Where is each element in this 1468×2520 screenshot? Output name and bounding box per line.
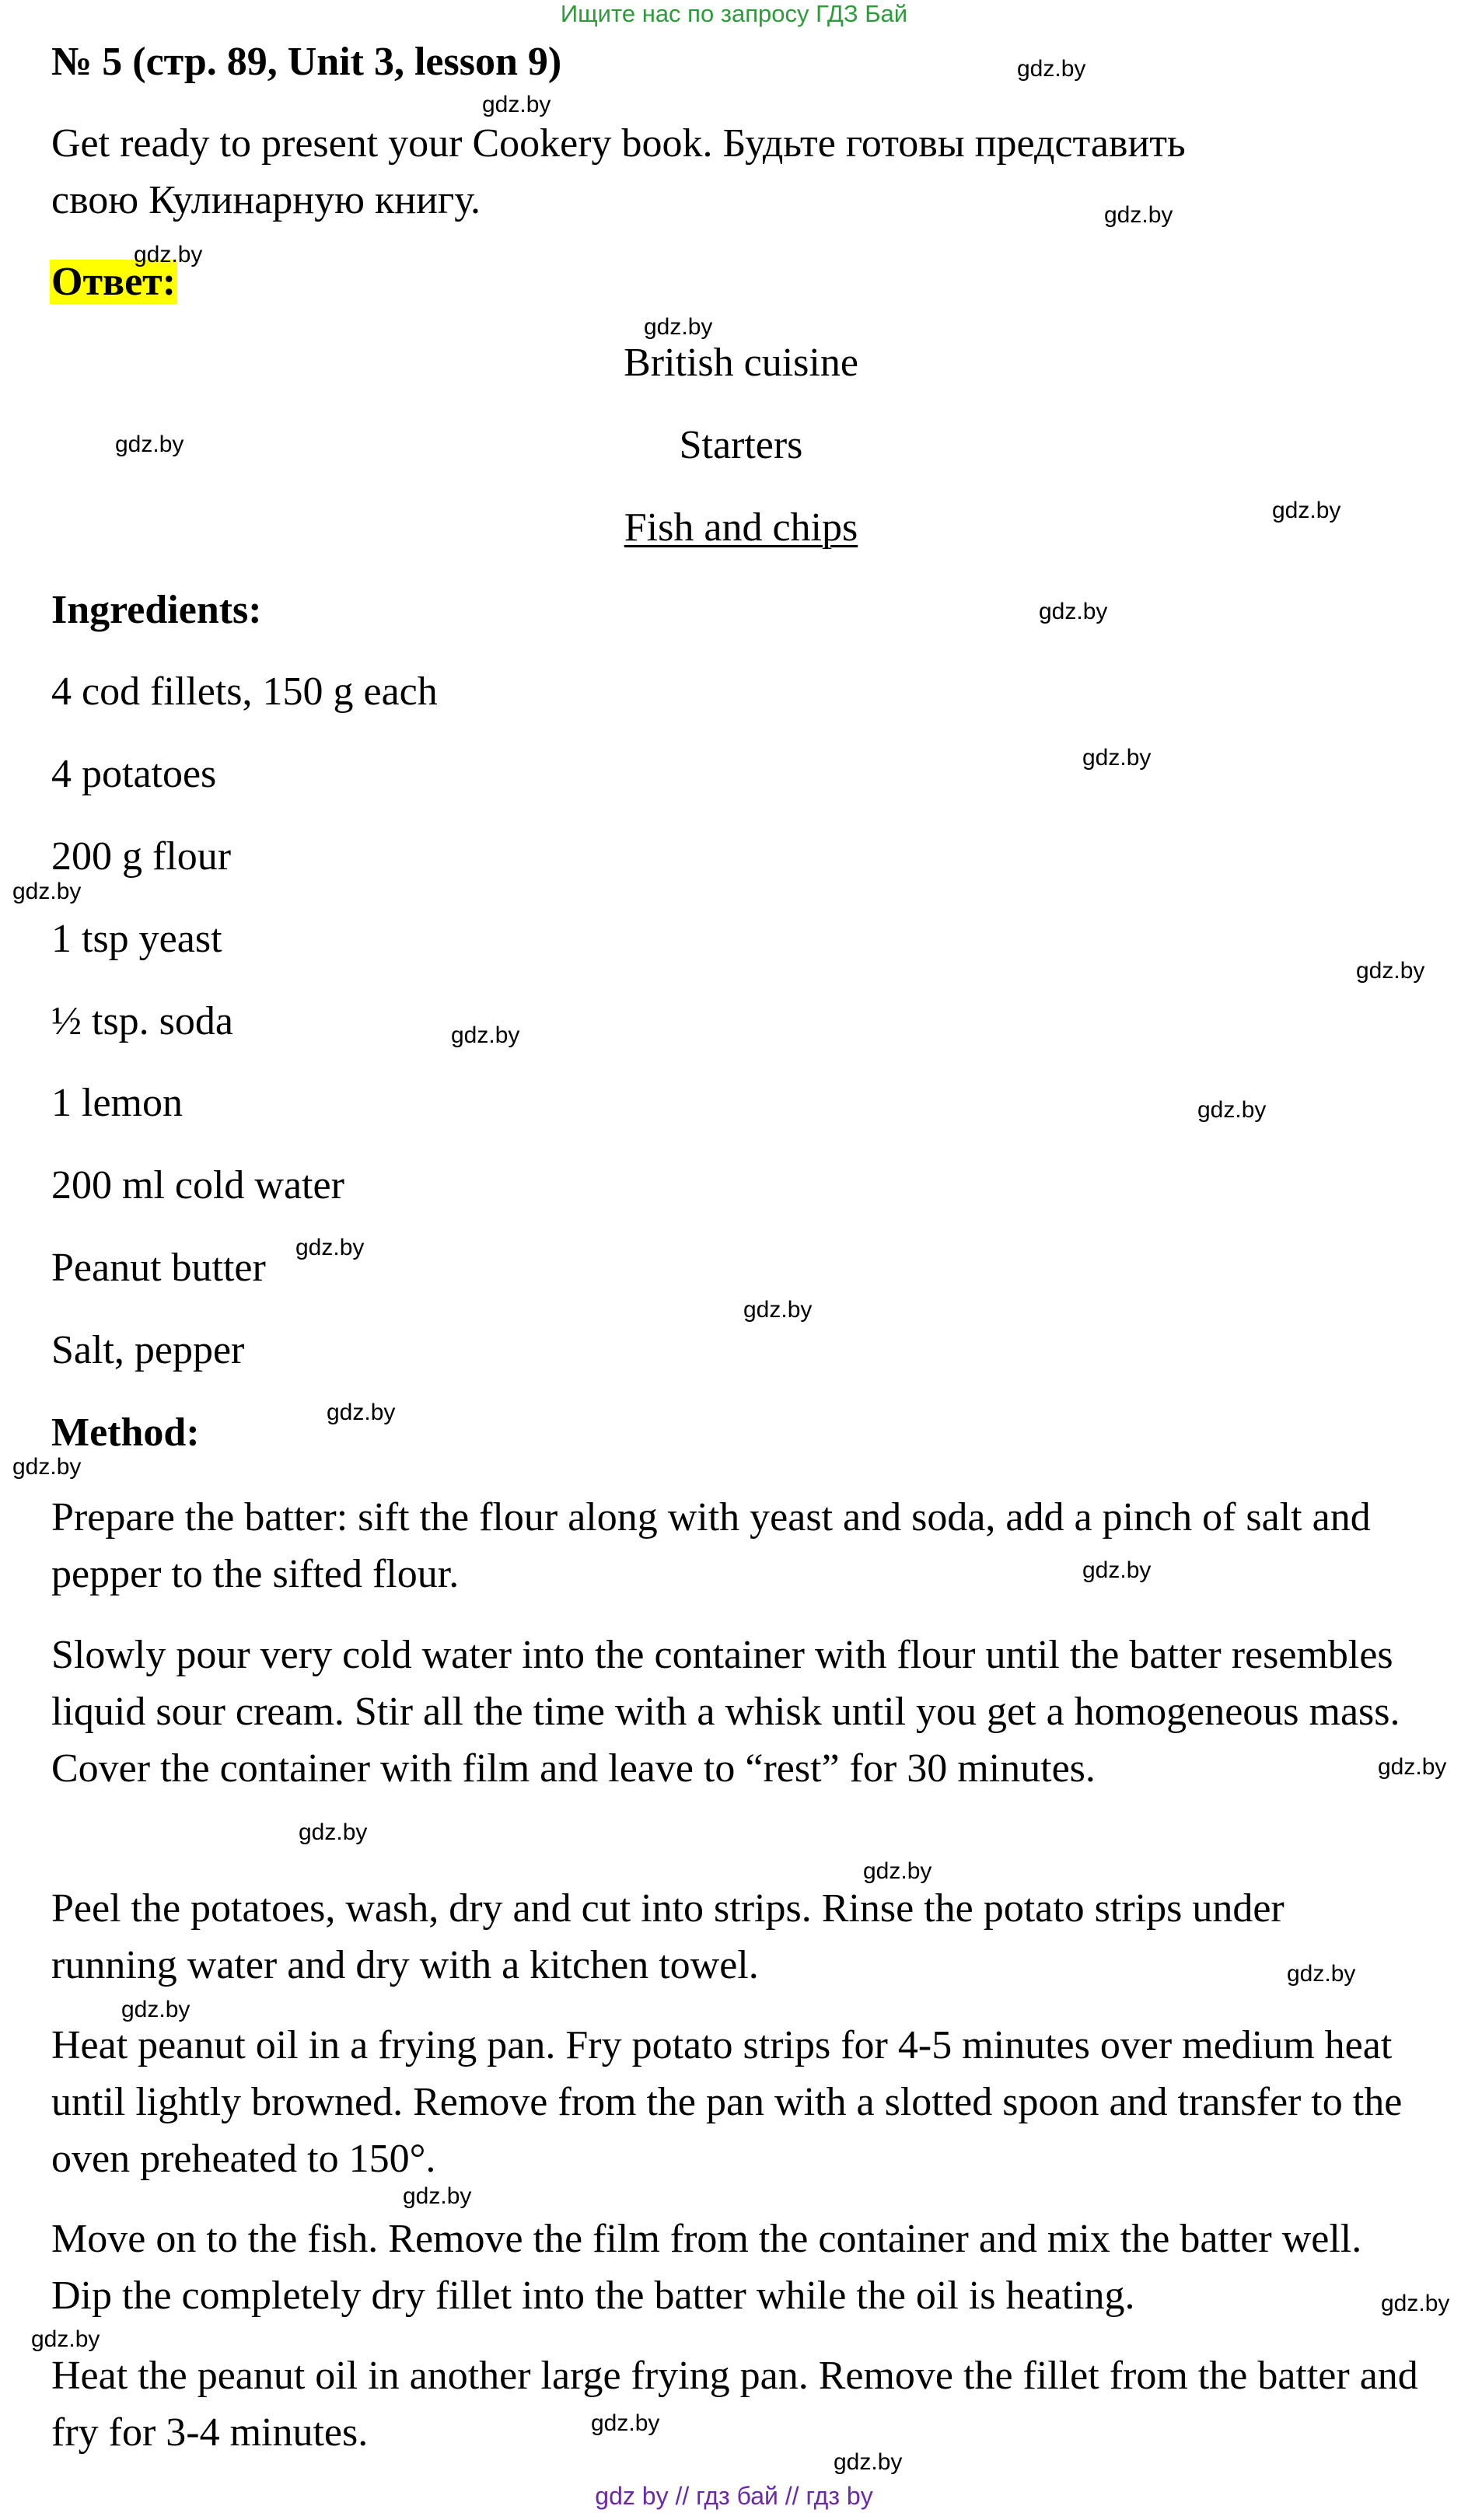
watermark: gdz.by (115, 432, 184, 457)
ingredient-item: 200 ml cold water (51, 1163, 344, 1208)
method-step: Peel the potatoes, wash, dry and cut into strips. Rinse the potato strips under running water and dry with a kitchen towel. (51, 1886, 1284, 1987)
watermark: gdz.by (451, 1022, 520, 1048)
watermark: gdz.by (1197, 1097, 1267, 1123)
watermark: gdz.by (134, 242, 203, 267)
dish-title: Fish and chips (624, 505, 858, 550)
watermark: gdz.by (1082, 1557, 1152, 1583)
watermark: gdz.by (295, 1235, 365, 1260)
watermark: gdz.by (834, 2449, 903, 2475)
method-step: Prepare the batter: sift the flour along with yeast and soda, add a pinch of salt and pepper to the sifted flour. (51, 1495, 1371, 1596)
ingredient-item: 1 lemon (51, 1081, 183, 1125)
ingredient-item: 4 cod fillets, 150 g each (51, 669, 438, 714)
method-step: Move on to the fish. Remove the film from the container and mix the batter well. Dip the completely dry fillet into the batter while the oil is heating. (51, 2217, 1362, 2318)
watermark: gdz.by (482, 92, 551, 117)
watermark: gdz.by (1039, 599, 1108, 624)
ingredient-item: 4 potatoes (51, 752, 217, 796)
ingredients-heading: Ingredients: (51, 588, 262, 632)
task-text-line-1: Get ready to present your Cookery book. Будьте готовы представить (51, 121, 1186, 166)
watermark: gdz.by (12, 1454, 82, 1480)
watermark: gdz.by (31, 2326, 100, 2352)
watermark: gdz.by (403, 2183, 472, 2209)
watermark: gdz.by (299, 1819, 368, 1845)
task-text-line-2: свою Кулинарную книгу. (51, 178, 481, 222)
watermark: gdz.by (1287, 1961, 1356, 1987)
ingredient-item: ½ tsp. soda (51, 999, 233, 1043)
watermark: gdz.by (1272, 498, 1341, 523)
watermark: gdz.by (1356, 958, 1425, 984)
ingredient-item: 200 g flour (51, 834, 232, 879)
watermark: gdz.by (121, 1997, 190, 2022)
top-banner: Ищите нас по запросу ГДЗ Бай (560, 0, 908, 27)
course-title: Starters (679, 423, 803, 467)
answer-label: Ответ: (51, 260, 177, 304)
method-step: Heat peanut oil in a frying pan. Fry potato strips for 4-5 minutes over medium heat until lightly browned. Remove from the pan with a slotted spoon and transfer to the oven preheated to 150°. (51, 2023, 1403, 2181)
watermark: gdz.by (644, 314, 713, 340)
method-heading: Method: (51, 1410, 200, 1455)
watermark: gdz.by (327, 1400, 396, 1425)
watermark: gdz.by (591, 2410, 660, 2436)
method-step: Slowly pour very cold water into the container with flour until the batter resembles liquid sour cream. Stir all the time with a whisk until you get a homogeneous mass. Cover the container with film and leave to “rest” for 30 minutes. (51, 1633, 1400, 1791)
ingredient-item: Salt, pepper (51, 1328, 245, 1372)
watermark: gdz.by (1082, 745, 1152, 771)
watermark: gdz.by (12, 879, 82, 904)
watermark: gdz.by (1017, 56, 1086, 82)
task-title: № 5 (стр. 89, Unit 3, lesson 9) (51, 40, 562, 84)
watermark: gdz.by (1381, 2291, 1450, 2316)
footer-links: gdz by // гдз бай // гдз by (595, 2482, 873, 2510)
cuisine-title: British cuisine (624, 341, 858, 385)
ingredient-item: 1 tsp yeast (51, 917, 222, 961)
watermark: gdz.by (1104, 202, 1173, 228)
ingredient-item: Peanut butter (51, 1246, 266, 1290)
watermark: gdz.by (863, 1858, 932, 1884)
method-step: Heat the peanut oil in another large frying pan. Remove the fillet from the batter and fry for 3-4 minutes. (51, 2354, 1418, 2455)
watermark: gdz.by (1378, 1754, 1447, 1780)
watermark: gdz.by (743, 1297, 813, 1323)
